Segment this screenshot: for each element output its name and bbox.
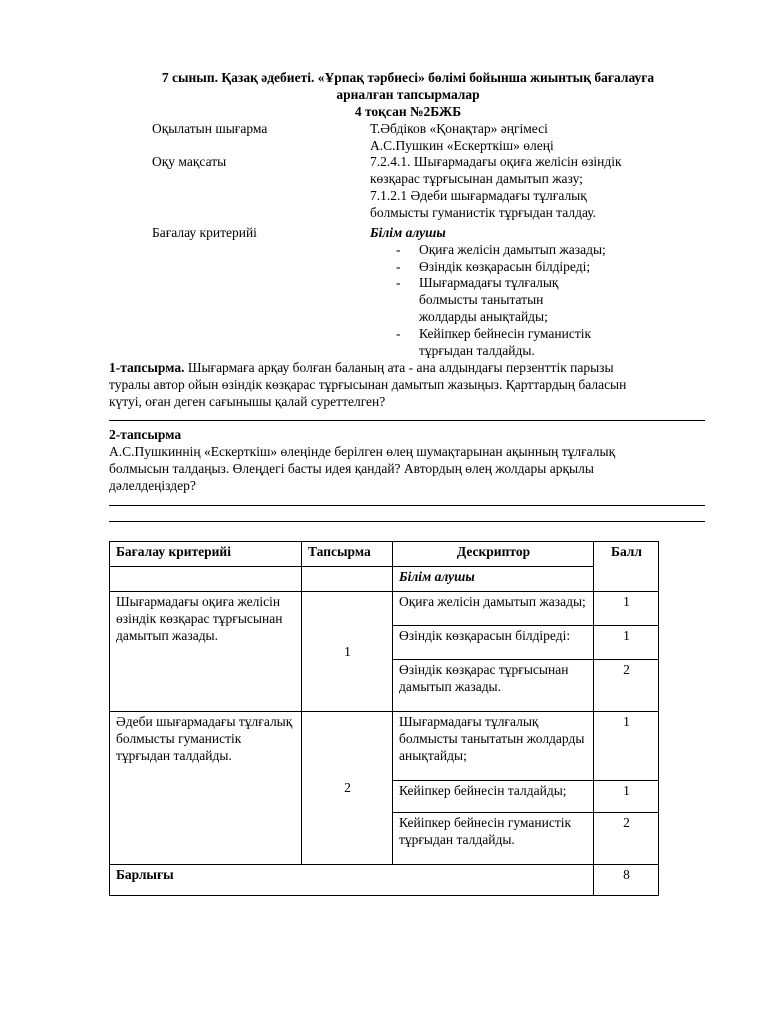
task2-line3: дәлелдеңіздер? (109, 478, 196, 493)
header-score: Балл (594, 542, 659, 592)
criteria-heading: Білім алушы (370, 225, 446, 240)
total-score: 8 (594, 865, 659, 896)
descriptor-cell: Кейіпкер бейнесін талдайды; (393, 781, 594, 813)
bullet-text: Оқиға желісін дамытып жазады; (419, 242, 606, 257)
answer-line (109, 505, 705, 506)
document-title-line2: арналған тапсырмалар (336, 87, 480, 102)
task-number-cell: 1 (302, 592, 393, 712)
descriptor-cell: Оқиға желісін дамытып жазады; (393, 592, 594, 626)
work-value-1: Т.Әбдіков «Қонақтар» әңгімесі (370, 121, 548, 136)
grading-table (109, 541, 659, 896)
header-task: Тапсырма (302, 542, 393, 567)
document-title-line1: 7 сынып. Қазақ әдебиеті. «Ұрпақ тәрбиесі» бөлімі бойынша жиынтық бағалауға (161, 70, 655, 85)
task1-line1 (109, 359, 709, 376)
task2-label: 2-тапсырма (109, 427, 182, 442)
task2-line1: А.С.Пушкиннің «Ескерткіш» өлеңінде берілген өлең шумақтарынан ақынның тұлғалық (109, 444, 616, 459)
task2-line2: болмысын талдаңыз. Өлеңдегі басты идея қандай? Автордың өлең жолдары арқылы (109, 461, 594, 476)
answer-line (109, 420, 705, 421)
descriptor-cell: Кейіпкер бейнесін гуманистік тұрғыдан талдайды. (393, 813, 594, 865)
score-cell: 2 (594, 660, 659, 712)
bullet-text: тұрғыдан талдайды. (419, 343, 535, 358)
task1-text: Шығармаға арқау болған баланың ата - ана алдындағы перзенттік парызы (184, 360, 614, 375)
header-learner: Білім алушы (393, 567, 594, 592)
bullet-dash: - (396, 326, 401, 341)
table-row (110, 712, 659, 781)
answer-line (109, 521, 705, 522)
bullet-text: Кейіпкер бейнесін гуманистік (419, 326, 592, 341)
quarter-title: 4 тоқсан №2БЖБ (354, 104, 462, 119)
goal-value-3: 7.1.2.1 Әдеби шығармадағы тұлғалық (370, 188, 587, 203)
score-cell: 2 (594, 813, 659, 865)
bullet-text: болмысты танытатын (419, 292, 544, 307)
task1-label: 1-тапсырма. (109, 360, 185, 375)
goal-value-4: болмысты гуманистік тұрғыдан талдау. (370, 205, 597, 220)
bullet-dash: - (396, 259, 401, 274)
total-label: Барлығы (110, 865, 594, 896)
work-value-2: А.С.Пушкин «Ескерткіш» өлеңі (370, 138, 554, 153)
score-cell: 1 (594, 781, 659, 813)
task-number-cell: 2 (302, 712, 393, 865)
work-label: Оқылатын шығарма (152, 121, 268, 136)
goal-label: Оқу мақсаты (152, 154, 227, 169)
header-blank (110, 567, 302, 592)
goal-value-2: көзқарас тұрғысынан дамытып жазу; (370, 171, 583, 186)
criteria-label: Бағалау критерийі (152, 225, 257, 240)
task1-line3: күтуі, оған деген сағынышы қалай суреттелген? (109, 394, 386, 409)
score-cell: 1 (594, 592, 659, 626)
descriptor-cell: Өзіндік көзқарас тұрғысынан дамытып жазады. (393, 660, 594, 712)
header-descriptor: Дескриптор (393, 542, 594, 567)
header-blank (302, 567, 393, 592)
criteria-cell: Әдеби шығармадағы тұлғалық болмысты гуманистік тұрғыдан талдайды. (110, 712, 302, 865)
task1-line2: туралы автор ойын өзіндік көзқарас тұрғысынан дамытып жазыңыз. Қарттардың баласын (109, 377, 627, 392)
goal-value-1: 7.2.4.1. Шығармадағы оқиға желісін өзіндік (370, 154, 622, 169)
criteria-cell: Шығармадағы оқиға желісін өзіндік көзқарас тұрғысынан дамытып жазады. (110, 592, 302, 712)
bullet-dash: - (396, 275, 401, 290)
descriptor-cell: Шығармадағы тұлғалық болмысты танытатын жолдарды анықтайды; (393, 712, 594, 781)
bullet-text: Шығармадағы тұлғалық (419, 275, 559, 290)
table-total-row (110, 865, 659, 896)
bullet-text: Өзіндік көзқарасын білдіреді; (419, 259, 591, 274)
descriptor-cell: Өзіндік көзқарасын білдіреді: (393, 626, 594, 660)
score-cell: 1 (594, 712, 659, 781)
table-row (110, 592, 659, 626)
bullet-text: жолдарды анықтайды; (419, 309, 548, 324)
header-criteria: Бағалау критерийі (110, 542, 302, 567)
bullet-dash: - (396, 242, 401, 257)
score-cell: 1 (594, 626, 659, 660)
